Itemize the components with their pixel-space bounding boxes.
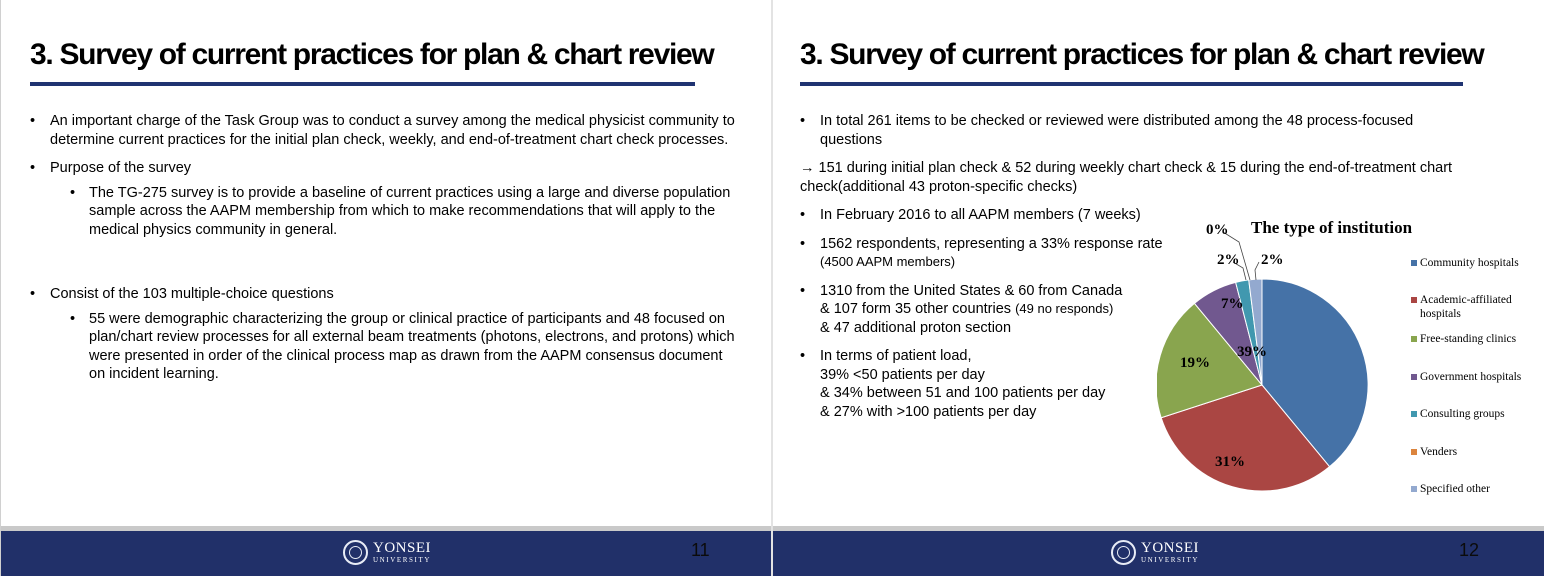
sub-bullet-tg275 bbox=[30, 184, 742, 240]
bullet-small-text: (4500 AAPM members) bbox=[820, 254, 956, 269]
yonsei-logo bbox=[343, 540, 431, 565]
title-underline bbox=[30, 82, 695, 86]
slice-label: 39% bbox=[1237, 344, 1267, 360]
legend-swatch bbox=[1411, 449, 1417, 455]
slide-11 bbox=[0, 0, 771, 576]
legend-label: Consulting groups bbox=[1420, 408, 1505, 420]
bullet-task-group bbox=[30, 112, 742, 149]
logo-name: YONSEI bbox=[373, 540, 431, 556]
arrow-line bbox=[800, 159, 1490, 196]
logo-sub: UNIVERSITY bbox=[1141, 556, 1199, 564]
legend-item bbox=[1411, 370, 1544, 384]
slide-title: 3. Survey of current practices for plan & chart review bbox=[800, 38, 1484, 71]
yonsei-seal-icon bbox=[343, 540, 368, 565]
legend-item bbox=[1411, 445, 1544, 459]
bullet-text: & 107 form 35 other countries bbox=[820, 301, 1012, 317]
legend-label: Academic-affiliated hospitals bbox=[1420, 294, 1512, 320]
sub-bullet-text: 55 were demographic characterizing the group or clinical practice of participants and 48 focused on plan/chart review processes for all external beam treatments (photons, electrons, and protons) which were presented in order of the clinical process map as drawn from the AAPM consensus document on incident learning. bbox=[89, 310, 735, 382]
footer bbox=[773, 531, 1544, 576]
logo-name: YONSEI bbox=[1141, 540, 1199, 556]
bullet-text: & 34% between 51 and 100 patients per day bbox=[820, 385, 1106, 401]
chart-title: The type of institution bbox=[1251, 218, 1413, 237]
legend-swatch bbox=[1411, 411, 1417, 417]
bullet-text: In total 261 items to be checked or reviewed were distributed among the 48 process-focused questions bbox=[820, 113, 1414, 148]
bullet-text: Consist of the 103 multiple-choice questions bbox=[50, 286, 334, 302]
legend-swatch bbox=[1411, 260, 1417, 266]
legend-item bbox=[1411, 482, 1544, 496]
legend-swatch bbox=[1411, 374, 1417, 380]
legend-item bbox=[1411, 332, 1544, 346]
slide-body bbox=[30, 112, 742, 394]
page-number: 12 bbox=[1459, 540, 1480, 560]
bullet-text: 39% <50 patients per day bbox=[820, 366, 985, 383]
slide-12 bbox=[773, 0, 1544, 576]
slice-label: 19% bbox=[1180, 355, 1210, 371]
bullet-total-items bbox=[800, 112, 1470, 149]
bullet-text: An important charge of the Task Group was to conduct a survey among the medical physicist community to determine current practices for the initial plan check, weekly, and end-of-treatment chart check processes. bbox=[50, 113, 735, 148]
legend-item bbox=[1411, 256, 1544, 270]
slice-label: 2% bbox=[1261, 252, 1284, 268]
footer bbox=[1, 531, 771, 576]
right-arrow-icon: → bbox=[800, 160, 819, 176]
bullet-text: In terms of patient load, bbox=[820, 348, 972, 364]
pie-svg bbox=[1157, 210, 1407, 510]
legend-label: Specified other bbox=[1420, 483, 1490, 495]
logo-text bbox=[373, 541, 431, 564]
bullet-purpose bbox=[30, 159, 742, 239]
page-number: 11 bbox=[691, 540, 710, 560]
bullet-text: 1310 from the United States & 60 from Canada bbox=[820, 282, 1123, 299]
yonsei-logo bbox=[1111, 540, 1199, 565]
legend-swatch bbox=[1411, 297, 1417, 303]
legend-item bbox=[1411, 407, 1544, 421]
title-underline bbox=[800, 82, 1463, 86]
slide-title: 3. Survey of current practices for plan & chart review bbox=[30, 38, 714, 71]
bullet-text: 1562 respondents, representing a 33% response rate bbox=[820, 235, 1163, 252]
bullet-respondents bbox=[800, 235, 1200, 272]
bullet-patient-load bbox=[800, 347, 1200, 421]
legend-swatch bbox=[1411, 486, 1417, 492]
arrow-text: 151 during initial plan check & 52 during weekly chart check & 15 during the end-of-treatment chart check(additional 43 proton-specific checks) bbox=[800, 160, 1453, 195]
bullet-text: & 27% with >100 patients per day bbox=[820, 403, 1037, 420]
sub-bullet-demographic bbox=[30, 310, 742, 384]
institution-pie-chart bbox=[1157, 210, 1543, 510]
bullet-february bbox=[800, 206, 1200, 225]
logo-text bbox=[1141, 541, 1199, 564]
legend-label: Venders bbox=[1420, 446, 1458, 458]
slice-label: 31% bbox=[1215, 454, 1245, 470]
legend-item bbox=[1411, 293, 1544, 321]
sub-bullet-text: The TG-275 survey is to provide a baseline of current practices using a large and diverse population sample across the AAPM membership from which to make recommendations that will apply to the medical physics community in general. bbox=[89, 184, 731, 238]
yonsei-seal-icon bbox=[1111, 540, 1136, 565]
slice-label: 0% bbox=[1206, 222, 1229, 238]
legend-label: Free-standing clinics bbox=[1420, 333, 1517, 345]
slice-label: 2% bbox=[1217, 252, 1240, 268]
legend-label: Community hospitals bbox=[1420, 257, 1519, 269]
bullet-questions bbox=[30, 285, 742, 384]
legend-label: Government hospitals bbox=[1420, 371, 1522, 383]
logo-sub: UNIVERSITY bbox=[373, 556, 431, 564]
bullet-small-text: (49 no responds) bbox=[1015, 301, 1114, 316]
bullet-text: Purpose of the survey bbox=[50, 160, 192, 176]
bullet-text: In February 2016 to all AAPM members (7 weeks) bbox=[820, 207, 1141, 223]
leader-line bbox=[1255, 262, 1259, 280]
spacer bbox=[30, 249, 742, 285]
bullet-text: & 47 additional proton section bbox=[820, 319, 1012, 336]
bullet-countries bbox=[800, 282, 1200, 338]
slice-label: 7% bbox=[1221, 296, 1244, 312]
legend-swatch bbox=[1411, 336, 1417, 342]
